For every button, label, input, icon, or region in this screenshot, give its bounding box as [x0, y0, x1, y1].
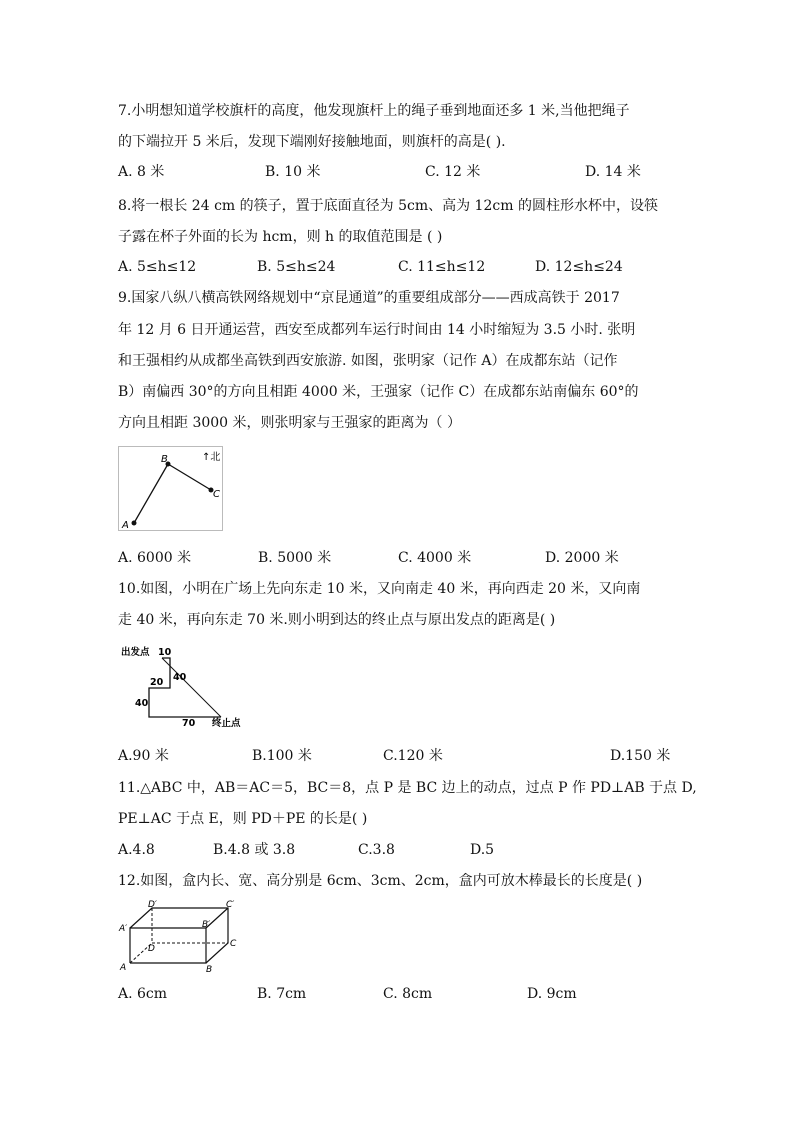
q9-option-a: A. 6000 米 [118, 550, 192, 566]
q12-option-c: C. 8cm [383, 986, 433, 1002]
label-c: C [213, 489, 220, 500]
q8-option-d: D. 12≤h≤24 [535, 259, 623, 275]
q12-figure [118, 900, 244, 976]
segment-label-40-lower: 40 [135, 698, 149, 709]
q12-option-a: A. 6cm [118, 986, 168, 1002]
q7-option-d: D. 14 米 [585, 164, 641, 180]
q7-option-b: B. 10 米 [265, 164, 321, 180]
label-d: D [148, 944, 155, 954]
q10-option-c: C.120 米 [383, 748, 443, 764]
q8-option-b: B. 5≤h≤24 [257, 259, 336, 275]
q8-stem-line-1: 8.将一根长 24 cm 的筷子，置于底面直径为 5cm、高为 12cm 的圆柱形水杯中，设筷 [118, 198, 658, 214]
label-bprime: B′ [202, 920, 211, 930]
segment-label-40-upper: 40 [173, 672, 187, 683]
q9-stem-line-3: 和王强相约从成都坐高铁到西安旅游. 如图，张明家（记作 A）在成都东站（记作 [118, 353, 618, 369]
q10-option-b: B.100 米 [252, 748, 312, 764]
q12-option-d: D. 9cm [527, 986, 577, 1002]
q11-option-c: C.3.8 [358, 842, 395, 858]
q11-option-a: A.4.8 [118, 842, 155, 858]
q9-option-d: D. 2000 米 [545, 550, 619, 566]
label-dprime: D′ [148, 900, 157, 910]
diagonal-distance [162, 658, 221, 717]
start-label: 出发点 [121, 647, 150, 658]
q9-stem-line-4: B）南偏西 30°的方向且相距 4000 米，王强家（记作 C）在成都东站南偏东 60°的 [118, 384, 639, 400]
label-aprime: A′ [119, 924, 128, 934]
label-a: A [120, 963, 127, 973]
box-front-face [130, 928, 206, 963]
label-a: A [122, 520, 129, 531]
q10-figure [118, 642, 250, 730]
end-label: 终止点 [212, 718, 241, 729]
q9-option-c: C. 4000 米 [398, 550, 472, 566]
q7-option-c: C. 12 米 [425, 164, 481, 180]
q9-option-b: B. 5000 米 [258, 550, 332, 566]
q11-option-b: B.4.8 或 3.8 [213, 842, 296, 858]
q11-stem-line-1: 11.△ABC 中，AB＝AC＝5，BC＝8，点 P 是 BC 边上的动点，过点 P 作 PD⊥AB 于点 D, [118, 780, 697, 796]
q11-option-d: D.5 [470, 842, 495, 858]
q12-stem-line-1: 12.如图，盒内长、宽、高分别是 6cm、3cm、2cm，盒内可放木棒最长的长度是( ) [118, 873, 643, 889]
segment-label-10: 10 [158, 647, 172, 658]
q8-stem-line-2: 子露在杯子外面的长为 hcm，则 h 的取值范围是 ( ) [118, 229, 443, 245]
segment-bc [168, 464, 211, 490]
label-c: C [230, 939, 237, 949]
label-b: B [161, 454, 168, 465]
q10-option-d: D.150 米 [610, 748, 671, 764]
segment-label-20: 20 [150, 677, 164, 688]
q9-figure [118, 446, 224, 532]
q10-stem-line-1: 10.如图，小明在广场上先向东走 10 米，又向南走 40 米，再向西走 20 米，又向南 [118, 581, 641, 597]
segment-ab [134, 464, 168, 523]
q8-option-a: A. 5≤h≤12 [118, 259, 197, 275]
q9-stem-line-1: 9.国家八纵八横高铁网络规划中“京昆通道”的重要组成部分——西成高铁于 2017 [118, 290, 620, 306]
label-b: B [206, 965, 213, 975]
q12-option-b: B. 7cm [257, 986, 307, 1002]
q9-stem-line-2: 年 12 月 6 日开通运营，西安至成都列车运行时间由 14 小时缩短为 3.5 小时. 张明 [118, 322, 636, 338]
segment-label-70: 70 [182, 718, 196, 729]
q7-stem-line-2: 的下端拉开 5 米后，发现下端刚好接触地面，则旗杆的高是( ). [118, 134, 506, 150]
north-label: ↑北 [202, 452, 221, 463]
label-cprime: C′ [226, 900, 235, 910]
q8-option-c: C. 11≤h≤12 [398, 259, 486, 275]
q11-stem-line-2: PE⊥AC 于点 E，则 PD＋PE 的长是( ) [118, 811, 368, 827]
q10-stem-line-2: 走 40 米，再向东走 70 米.则小明到达的终止点与原出发点的距离是( ) [118, 612, 556, 628]
point-a [132, 521, 137, 526]
q7-stem-line-1: 7.小明想知道学校旗杆的高度，他发现旗杆上的绳子垂到地面还多 1 米,当他把绳子 [118, 103, 630, 119]
q9-stem-line-5: 方向且相距 3000 米，则张明家与王强家的距离为（ ） [118, 415, 461, 431]
box-back-edges [130, 908, 228, 963]
q7-option-a: A. 8 米 [118, 164, 165, 180]
q10-option-a: A.90 米 [118, 748, 169, 764]
